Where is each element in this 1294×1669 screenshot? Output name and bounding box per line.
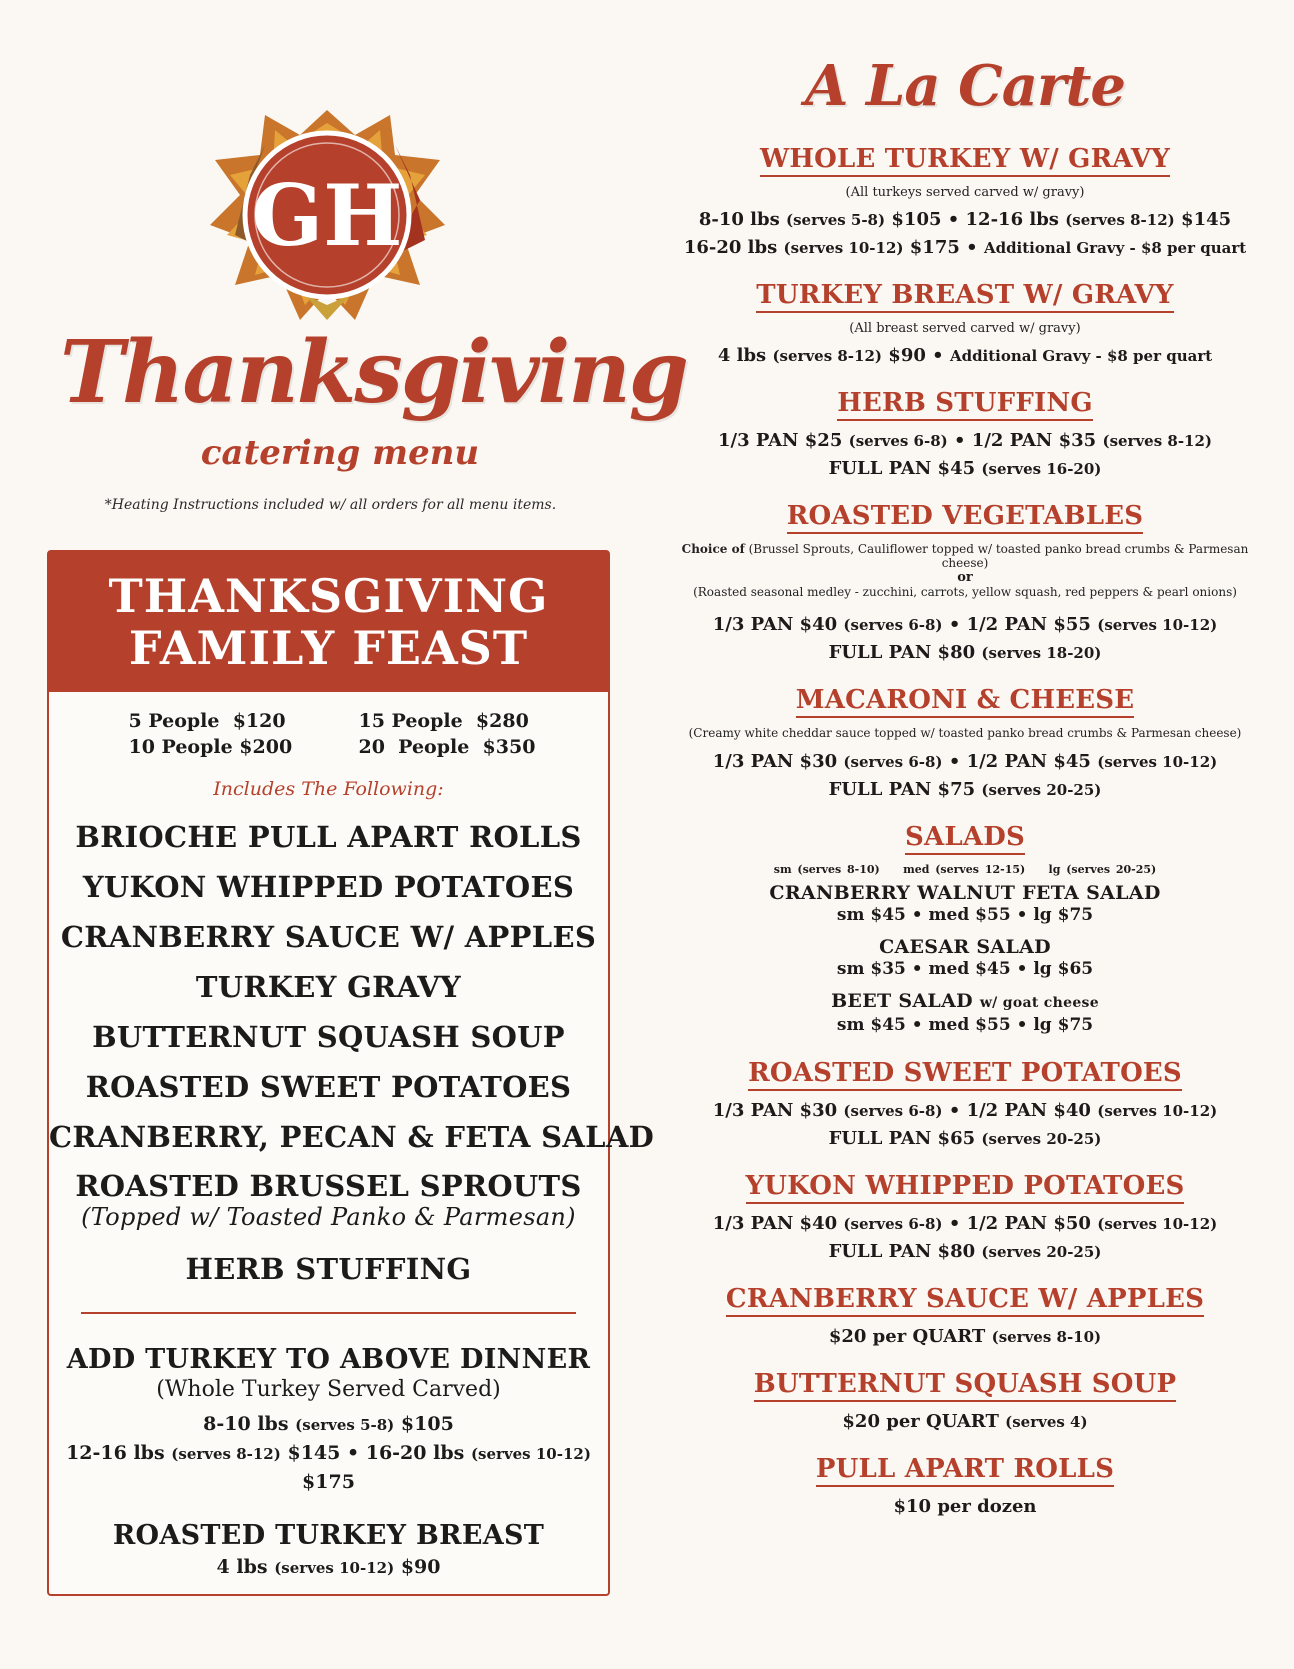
feast-items-list bbox=[49, 812, 655, 1294]
section-prices bbox=[675, 1408, 1255, 1436]
price-text: 1/3 PAN $30 bbox=[712, 751, 838, 772]
choice-one: (Brussel Sprouts, Cauliflower topped w/ toasted panko bread crumbs & Parmesan cheese) bbox=[748, 542, 1249, 570]
salads-section bbox=[675, 822, 1255, 1036]
section-title: HERB STUFFING bbox=[837, 388, 1092, 421]
herb-stuffing-section bbox=[675, 388, 1255, 483]
price-text: 8-10 lbs bbox=[698, 209, 780, 230]
price-text: 8-10 lbs bbox=[203, 1413, 289, 1435]
price-text: • 1/2 PAN $55 bbox=[948, 614, 1091, 635]
price-text: 1/3 PAN $25 bbox=[717, 430, 843, 451]
turkey-breast-price bbox=[49, 1553, 608, 1582]
feast-header-line2: FAMILY FEAST bbox=[128, 621, 529, 675]
section-title: MACARONI & CHEESE bbox=[796, 685, 1134, 718]
serves-text: (serves 6-8) bbox=[843, 753, 943, 771]
salad-name: CAESAR SALAD bbox=[879, 936, 1051, 958]
price-text: 4 lbs bbox=[717, 345, 767, 366]
serves-text: (serves 10-12) bbox=[470, 1445, 591, 1463]
salad-price: sm $35 • med $45 • lg $65 bbox=[836, 959, 1094, 979]
butternut-soup-section bbox=[675, 1369, 1255, 1436]
feast-item: BUTTERNUT SQUASH SOUP bbox=[92, 1020, 565, 1054]
choice-label: Choice of bbox=[681, 542, 745, 556]
section-title: ROASTED VEGETABLES bbox=[787, 501, 1144, 534]
price-text: • 1/2 PAN $50 bbox=[948, 1213, 1091, 1234]
feast-divider bbox=[81, 1312, 576, 1314]
gh-logo bbox=[205, 105, 450, 325]
family-feast-header bbox=[49, 552, 608, 692]
section-note: (All turkeys served carved w/ gravy) bbox=[845, 185, 1085, 200]
serves-text: (serves 20-25) bbox=[981, 781, 1102, 799]
add-turkey-section bbox=[49, 1344, 608, 1496]
serves-text: (serves 10-12) bbox=[1097, 753, 1218, 771]
choice-two: (Roasted seasonal medley - zucchini, carrots, yellow squash, red peppers & pearl onions) bbox=[693, 585, 1237, 599]
price-text: FULL PAN $45 bbox=[828, 458, 976, 479]
yukon-potatoes-section bbox=[675, 1171, 1255, 1266]
thanksgiving-title: Thanksgiving bbox=[60, 322, 687, 423]
add-turkey-title: ADD TURKEY TO ABOVE DINNER bbox=[66, 1344, 591, 1375]
section-title: PULL APART ROLLS bbox=[816, 1454, 1114, 1487]
roasted-vegetables-section bbox=[675, 501, 1255, 667]
serves-text: (serves 10-12) bbox=[783, 239, 904, 257]
price-text: $20 per QUART bbox=[828, 1326, 986, 1347]
gravy-text: Additional Gravy - $8 per quart bbox=[949, 347, 1213, 365]
serves-text: (serves 16-20) bbox=[981, 460, 1102, 478]
price-text: 16-20 lbs bbox=[683, 237, 778, 258]
salad-name-label: BEET SALAD bbox=[831, 990, 973, 1012]
serves-text: (serves 20-25) bbox=[981, 1243, 1102, 1261]
serves-text: (serves 18-20) bbox=[981, 644, 1102, 662]
feast-item: TURKEY GRAVY bbox=[195, 970, 462, 1004]
section-prices: $10 per dozen bbox=[893, 1496, 1037, 1517]
section-prices bbox=[675, 1210, 1255, 1266]
section-prices bbox=[675, 206, 1255, 262]
feast-header-line1: THANKSGIVING bbox=[108, 569, 549, 623]
cranberry-sauce-section bbox=[675, 1284, 1255, 1351]
salad-name-beet bbox=[675, 990, 1255, 1014]
feast-item-brussel bbox=[49, 1168, 608, 1230]
serves-text: (serves 6-8) bbox=[843, 1215, 943, 1233]
mac-cheese-section bbox=[675, 685, 1255, 804]
serves-text: (serves 8-12) bbox=[1065, 211, 1175, 229]
section-prices bbox=[675, 1097, 1255, 1153]
price-text: FULL PAN $80 bbox=[828, 642, 976, 663]
serves-text: (serves 4) bbox=[1005, 1413, 1088, 1431]
a-la-carte-column bbox=[675, 0, 1255, 1520]
section-title: SALADS bbox=[905, 822, 1025, 855]
price-text: 4 lbs bbox=[216, 1556, 268, 1578]
section-prices bbox=[675, 748, 1255, 804]
section-title: CRANBERRY SAUCE W/ APPLES bbox=[726, 1284, 1204, 1317]
price-text: $145 • 16-20 lbs bbox=[287, 1442, 465, 1464]
a-la-carte-title: A La Carte bbox=[805, 53, 1125, 119]
serves-text: (serves 5-8) bbox=[295, 1416, 395, 1434]
turkey-breast-section bbox=[49, 1520, 608, 1582]
serves-text: (serves 8-12) bbox=[772, 347, 883, 365]
price-5-people: 5 People $120 bbox=[128, 710, 286, 732]
price-text: 12-16 lbs bbox=[66, 1442, 165, 1464]
feast-item: ROASTED SWEET POTATOES bbox=[85, 1070, 572, 1104]
price-10-people: 10 People $200 bbox=[128, 736, 293, 758]
section-title: YUKON WHIPPED POTATOES bbox=[746, 1171, 1185, 1204]
serves-text: (serves 8-12) bbox=[171, 1445, 281, 1463]
serves-text: (serves 10-12) bbox=[1097, 1102, 1218, 1120]
serves-text: (serves 10-12) bbox=[1097, 1215, 1218, 1233]
feast-item: HERB STUFFING bbox=[185, 1252, 472, 1286]
section-prices bbox=[675, 611, 1255, 667]
price-text: 1/3 PAN $40 bbox=[712, 1213, 838, 1234]
section-note bbox=[675, 542, 1255, 570]
feast-price-grid bbox=[49, 710, 608, 758]
section-prices bbox=[675, 342, 1255, 370]
price-text: 1/3 PAN $30 bbox=[712, 1100, 838, 1121]
section-prices bbox=[675, 1323, 1255, 1351]
sweet-potatoes-section bbox=[675, 1058, 1255, 1153]
salad-price: sm $45 • med $55 • lg $75 bbox=[836, 905, 1094, 925]
turkey-breast-title: ROASTED TURKEY BREAST bbox=[112, 1520, 545, 1551]
salad-price: sm $45 • med $55 • lg $75 bbox=[836, 1015, 1094, 1035]
whole-turkey-section bbox=[675, 144, 1255, 262]
turkey-breast-ac-section bbox=[675, 280, 1255, 370]
price-text: $105 • 12-16 lbs bbox=[891, 209, 1059, 230]
serves-text: (serves 6-8) bbox=[843, 616, 943, 634]
price-text: • 1/2 PAN $40 bbox=[948, 1100, 1091, 1121]
price-text: FULL PAN $75 bbox=[828, 779, 976, 800]
feast-item: YUKON WHIPPED POTATOES bbox=[82, 870, 575, 904]
family-feast-box bbox=[47, 550, 655, 1596]
serves-text: (serves 5-8) bbox=[785, 211, 886, 229]
price-text: 1/3 PAN $40 bbox=[712, 614, 838, 635]
price-text: $90 bbox=[400, 1556, 441, 1578]
section-title: WHOLE TURKEY W/ GRAVY bbox=[760, 144, 1170, 177]
catering-menu-subtitle: catering menu bbox=[200, 433, 480, 473]
salad-sizes: sm (serves 8-10) med (serves 12-15) lg (serves 20-25) bbox=[773, 863, 1157, 876]
salad-name-sub: w/ goat cheese bbox=[979, 995, 1099, 1011]
price-text: FULL PAN $65 bbox=[828, 1128, 976, 1149]
includes-label: Includes The Following: bbox=[213, 778, 444, 800]
section-note: (Creamy white cheddar sauce topped w/ toasted panko bread crumbs & Parmesan cheese) bbox=[688, 726, 1242, 740]
feast-item: CRANBERRY SAUCE W/ APPLES bbox=[60, 920, 597, 954]
feast-item: BRIOCHE PULL APART ROLLS bbox=[75, 820, 582, 854]
section-title: ROASTED SWEET POTATOES bbox=[748, 1058, 1182, 1091]
price-text: $145 bbox=[1181, 209, 1232, 230]
price-text: • 1/2 PAN $45 bbox=[948, 751, 1091, 772]
price-20-people: 20 People $350 bbox=[358, 736, 536, 758]
feast-item: CRANBERRY, PECAN & FETA SALAD bbox=[49, 1120, 655, 1154]
salad-name: CRANBERRY WALNUT FETA SALAD bbox=[769, 882, 1161, 904]
logo-monogram: GH bbox=[251, 166, 403, 265]
price-text: $90 • bbox=[888, 345, 944, 366]
serves-text: (serves 6-8) bbox=[843, 1102, 943, 1120]
price-text: • 1/2 PAN $35 bbox=[954, 430, 1097, 451]
brussel-subtext: (Topped w/ Toasted Panko & Parmesan) bbox=[81, 1203, 576, 1231]
price-text: $175 • bbox=[909, 237, 978, 258]
serves-text: (serves 8-10) bbox=[991, 1328, 1102, 1346]
section-title: BUTTERNUT SQUASH SOUP bbox=[754, 1369, 1176, 1402]
or-text: or bbox=[957, 570, 973, 585]
section-prices bbox=[675, 427, 1255, 483]
serves-text: (serves 10-12) bbox=[274, 1559, 395, 1577]
add-turkey-prices bbox=[49, 1410, 608, 1496]
feast-item-label: ROASTED BRUSSEL SPROUTS bbox=[75, 1169, 582, 1203]
price-text: $20 per QUART bbox=[842, 1411, 999, 1432]
price-text: FULL PAN $80 bbox=[828, 1241, 976, 1262]
gravy-text: Additional Gravy - $8 per quart bbox=[983, 239, 1247, 257]
serves-text: (serves 20-25) bbox=[981, 1130, 1102, 1148]
serves-text: (serves 10-12) bbox=[1097, 616, 1218, 634]
serves-text: (serves 6-8) bbox=[848, 432, 948, 450]
price-15-people: 15 People $280 bbox=[358, 710, 529, 732]
pull-apart-rolls-section bbox=[675, 1454, 1255, 1520]
serves-text: (serves 8-12) bbox=[1102, 432, 1213, 450]
section-note: (All breast served carved w/ gravy) bbox=[849, 321, 1081, 336]
section-title: TURKEY BREAST W/ GRAVY bbox=[756, 280, 1173, 313]
price-text: $105 bbox=[400, 1413, 454, 1435]
price-text: $175 bbox=[302, 1471, 355, 1493]
add-turkey-sub: (Whole Turkey Served Carved) bbox=[156, 1377, 501, 1402]
heating-instructions-note: *Heating Instructions included w/ all orders for all menu items. bbox=[104, 497, 557, 513]
